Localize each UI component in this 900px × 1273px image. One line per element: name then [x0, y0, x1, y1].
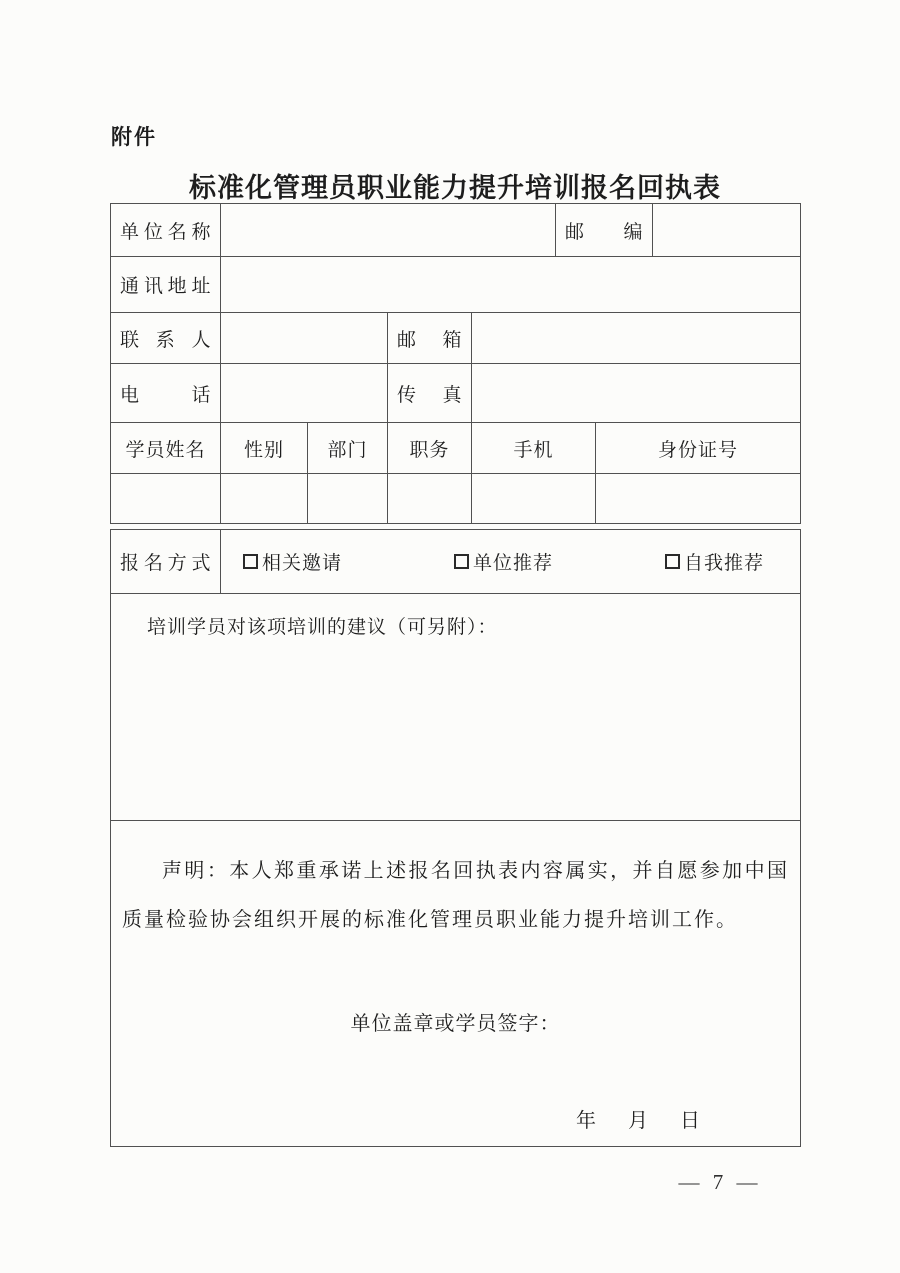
registration-method-row — [111, 530, 801, 594]
page-number — [0, 1170, 900, 1195]
postal-code-input-cell — [653, 204, 801, 257]
phone-input-cell — [221, 364, 388, 423]
position-cell — [388, 474, 472, 524]
checkbox-icon — [454, 554, 469, 569]
fax-label: 传真 — [388, 364, 472, 423]
department-cell — [308, 474, 388, 524]
mobile-header: 手机 — [472, 423, 596, 474]
declaration-text: 声明：本人郑重承诺上述报名回执表内容属实，并自愿参加中国质量检验协会组织开展的标准化管理员职业能力提升培训工作。 — [122, 860, 789, 931]
attachment-label: 附件 — [111, 125, 157, 149]
signature-label: 单位盖章或学员签字： — [350, 1013, 561, 1035]
month-label: 月 — [628, 1110, 648, 1132]
registration-option-label: 单位推荐 — [472, 553, 553, 574]
page-number-text: — 7 — — [678, 1170, 762, 1194]
student-name-header: 学员姓名 — [111, 423, 221, 474]
checkbox-icon — [665, 554, 680, 569]
registration-form — [110, 203, 800, 1147]
year-label: 年 — [576, 1110, 596, 1132]
student-name-cell — [111, 474, 221, 524]
fax-input-cell — [472, 364, 801, 423]
student-entry-row — [111, 474, 801, 524]
registration-detail-table — [110, 529, 801, 1147]
phone-label: 电话 — [111, 364, 221, 423]
checkbox-icon — [243, 554, 258, 569]
unit-name-label: 单位名称 — [111, 204, 221, 257]
declaration-row — [111, 821, 801, 1147]
gender-cell — [221, 474, 308, 524]
registration-option-label: 自我推荐 — [683, 553, 764, 574]
id-number-header: 身份证号 — [596, 423, 801, 474]
student-header-row — [111, 423, 801, 474]
registration-option-label: 相关邀请 — [262, 553, 343, 574]
registration-option-self-recommend — [665, 548, 764, 575]
contact-person-input-cell — [221, 313, 388, 364]
declaration-cell — [111, 821, 801, 1147]
form-title: 标准化管理员职业能力提升培训报名回执表 — [189, 173, 721, 203]
registration-options-cell — [221, 530, 801, 594]
contact-info-table — [110, 203, 801, 524]
registration-method-label: 报名方式 — [111, 530, 221, 594]
gender-header: 性别 — [221, 423, 308, 474]
registration-option-unit-recommend — [454, 548, 553, 575]
mobile-cell — [472, 474, 596, 524]
registration-option-invited — [243, 548, 342, 575]
contact-row — [111, 313, 801, 364]
position-header: 职务 — [388, 423, 472, 474]
suggestion-cell — [111, 594, 801, 821]
date-line — [111, 1104, 800, 1133]
suggestion-row — [111, 594, 801, 821]
suggestion-label: 培训学员对该项培训的建议（可另附）： — [147, 617, 498, 638]
address-row — [111, 257, 801, 313]
email-label: 邮箱 — [388, 313, 472, 364]
phone-row — [111, 364, 801, 423]
address-input-cell — [221, 257, 801, 313]
contact-person-label: 联系人 — [111, 313, 221, 364]
email-input-cell — [472, 313, 801, 364]
postal-code-label: 邮编 — [556, 204, 653, 257]
address-label: 通讯地址 — [111, 257, 221, 313]
unit-name-input-cell — [221, 204, 556, 257]
department-header: 部门 — [308, 423, 388, 474]
day-label: 日 — [680, 1110, 700, 1132]
id-number-cell — [596, 474, 801, 524]
unit-name-row — [111, 204, 801, 257]
